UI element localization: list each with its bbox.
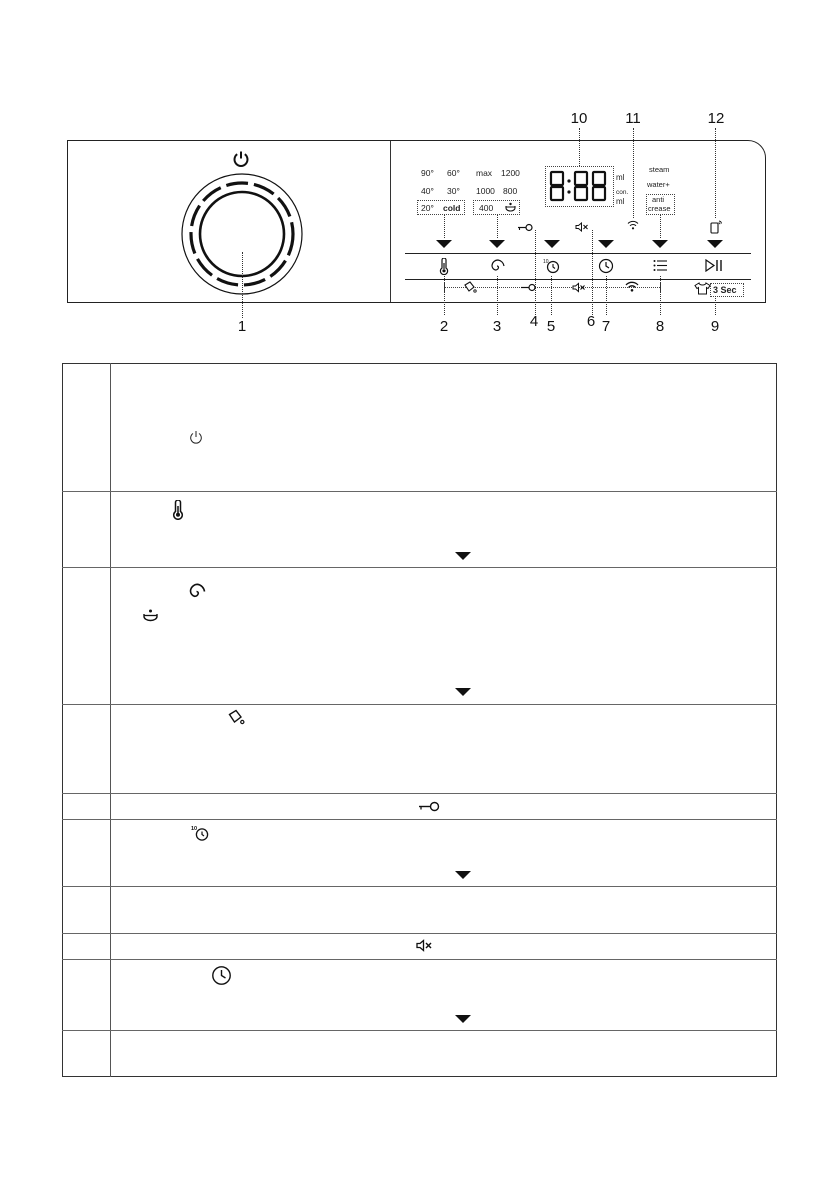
delay-end-icon[interactable]: [543, 257, 560, 274]
panel-rule-bottom: [405, 279, 751, 280]
table-row-divider: [62, 793, 777, 794]
callout-2: 2: [439, 318, 449, 335]
panel-rule-top: [405, 253, 751, 254]
leader-3: [497, 276, 498, 315]
temp-40: 40°: [421, 186, 434, 196]
leader-temp: [444, 215, 445, 238]
spin-1000: 1000: [476, 186, 495, 196]
wifi-icon-secondary: [625, 281, 639, 292]
table-row-divider: [62, 491, 777, 492]
arrow-icon: [455, 1015, 471, 1023]
wifi-icon: [627, 220, 639, 230]
power-icon: [189, 430, 203, 445]
mute-icon: [416, 939, 433, 952]
display-unit-ml: ml: [616, 173, 625, 182]
temp-cold: cold: [443, 203, 461, 213]
rinse-hold-icon: [505, 202, 516, 212]
table-row-divider: [62, 1030, 777, 1031]
temp-30: 30°: [447, 186, 460, 196]
key-icon: [517, 223, 533, 232]
play-pause-icon[interactable]: [705, 259, 723, 272]
leader-6: [592, 230, 593, 315]
temp-60: 60°: [447, 168, 460, 178]
spin-800: 800: [503, 186, 518, 196]
option-anti: anti: [652, 195, 665, 204]
arrow-options: [652, 240, 668, 248]
svg-text:10: 10: [191, 826, 198, 832]
smartphone-icon: [710, 220, 722, 234]
leader-11: [633, 128, 634, 218]
leader-8: [660, 276, 661, 315]
shirt-icon: [694, 282, 711, 295]
bucket-icon: [463, 281, 477, 293]
table-column-divider: [110, 363, 111, 1077]
mute-icon: [575, 222, 589, 232]
arrow-temp: [436, 240, 452, 248]
list-icon[interactable]: [653, 259, 668, 272]
callout-6: 6: [586, 313, 596, 330]
delay-end-icon: [191, 824, 209, 842]
arrow-icon: [455, 688, 471, 696]
leader-10: [579, 128, 580, 166]
table-row-divider: [62, 567, 777, 568]
thermometer-icon: [171, 500, 185, 520]
key-icon: [418, 801, 440, 812]
leader-9: [715, 296, 716, 315]
leader-7: [606, 276, 607, 315]
table-row-divider: [62, 933, 777, 934]
display-unit-con: con.: [616, 189, 629, 196]
bucket-icon: [227, 709, 245, 725]
callout-7: 7: [601, 318, 611, 335]
table-row-divider: [62, 886, 777, 887]
key-icon-secondary: [520, 283, 536, 292]
option-crease: crease: [648, 204, 671, 213]
leader-2: [444, 276, 445, 315]
spin-icon: [187, 582, 206, 601]
table-row-divider: [62, 959, 777, 960]
leader-spin: [497, 215, 498, 238]
table-row-divider: [62, 704, 777, 705]
callout-4: 4: [529, 313, 539, 330]
callout-11: 11: [625, 110, 641, 127]
option-steam: steam: [649, 165, 670, 174]
arrow-delay: [544, 240, 560, 248]
arrow-time: [598, 240, 614, 248]
leader-12: [715, 128, 716, 218]
spin-icon[interactable]: [489, 258, 505, 274]
panel-divider: [390, 141, 391, 302]
temp-20: 20°: [421, 203, 434, 213]
mute-icon-secondary: [572, 282, 586, 293]
clock-icon[interactable]: [598, 258, 614, 274]
callout-1: 1: [237, 318, 247, 335]
callout-12: 12: [707, 110, 725, 127]
callout-10: 10: [570, 110, 588, 127]
rinse-hold-icon: [143, 609, 158, 622]
svg-text:10: 10: [543, 259, 549, 265]
arrow-spin: [489, 240, 505, 248]
leader-4: [535, 230, 536, 315]
seven-segment-display: [549, 170, 611, 203]
callout-9: 9: [710, 318, 720, 335]
hold-3sec-label: 3 Sec: [713, 285, 737, 295]
callout-8: 8: [655, 318, 665, 335]
thermometer-icon[interactable]: [438, 258, 450, 275]
spin-max: max: [476, 168, 493, 178]
temp-90: 90°: [421, 168, 434, 178]
arrow-icon: [455, 552, 471, 560]
leader-1: [242, 252, 243, 318]
callout-3: 3: [492, 318, 502, 335]
spin-1200: 1200: [501, 168, 520, 178]
spin-400: 400: [479, 203, 494, 213]
option-water-plus: water+: [647, 180, 670, 189]
display-unit-ml2: ml: [616, 197, 625, 206]
table-row-divider: [62, 819, 777, 820]
leader-options: [660, 215, 661, 238]
power-icon: [232, 150, 250, 168]
callout-5: 5: [546, 318, 556, 335]
leader-5: [551, 276, 552, 315]
clock-icon: [211, 965, 232, 986]
arrow-start: [707, 240, 723, 248]
arrow-icon: [455, 871, 471, 879]
description-table: [62, 363, 777, 1077]
